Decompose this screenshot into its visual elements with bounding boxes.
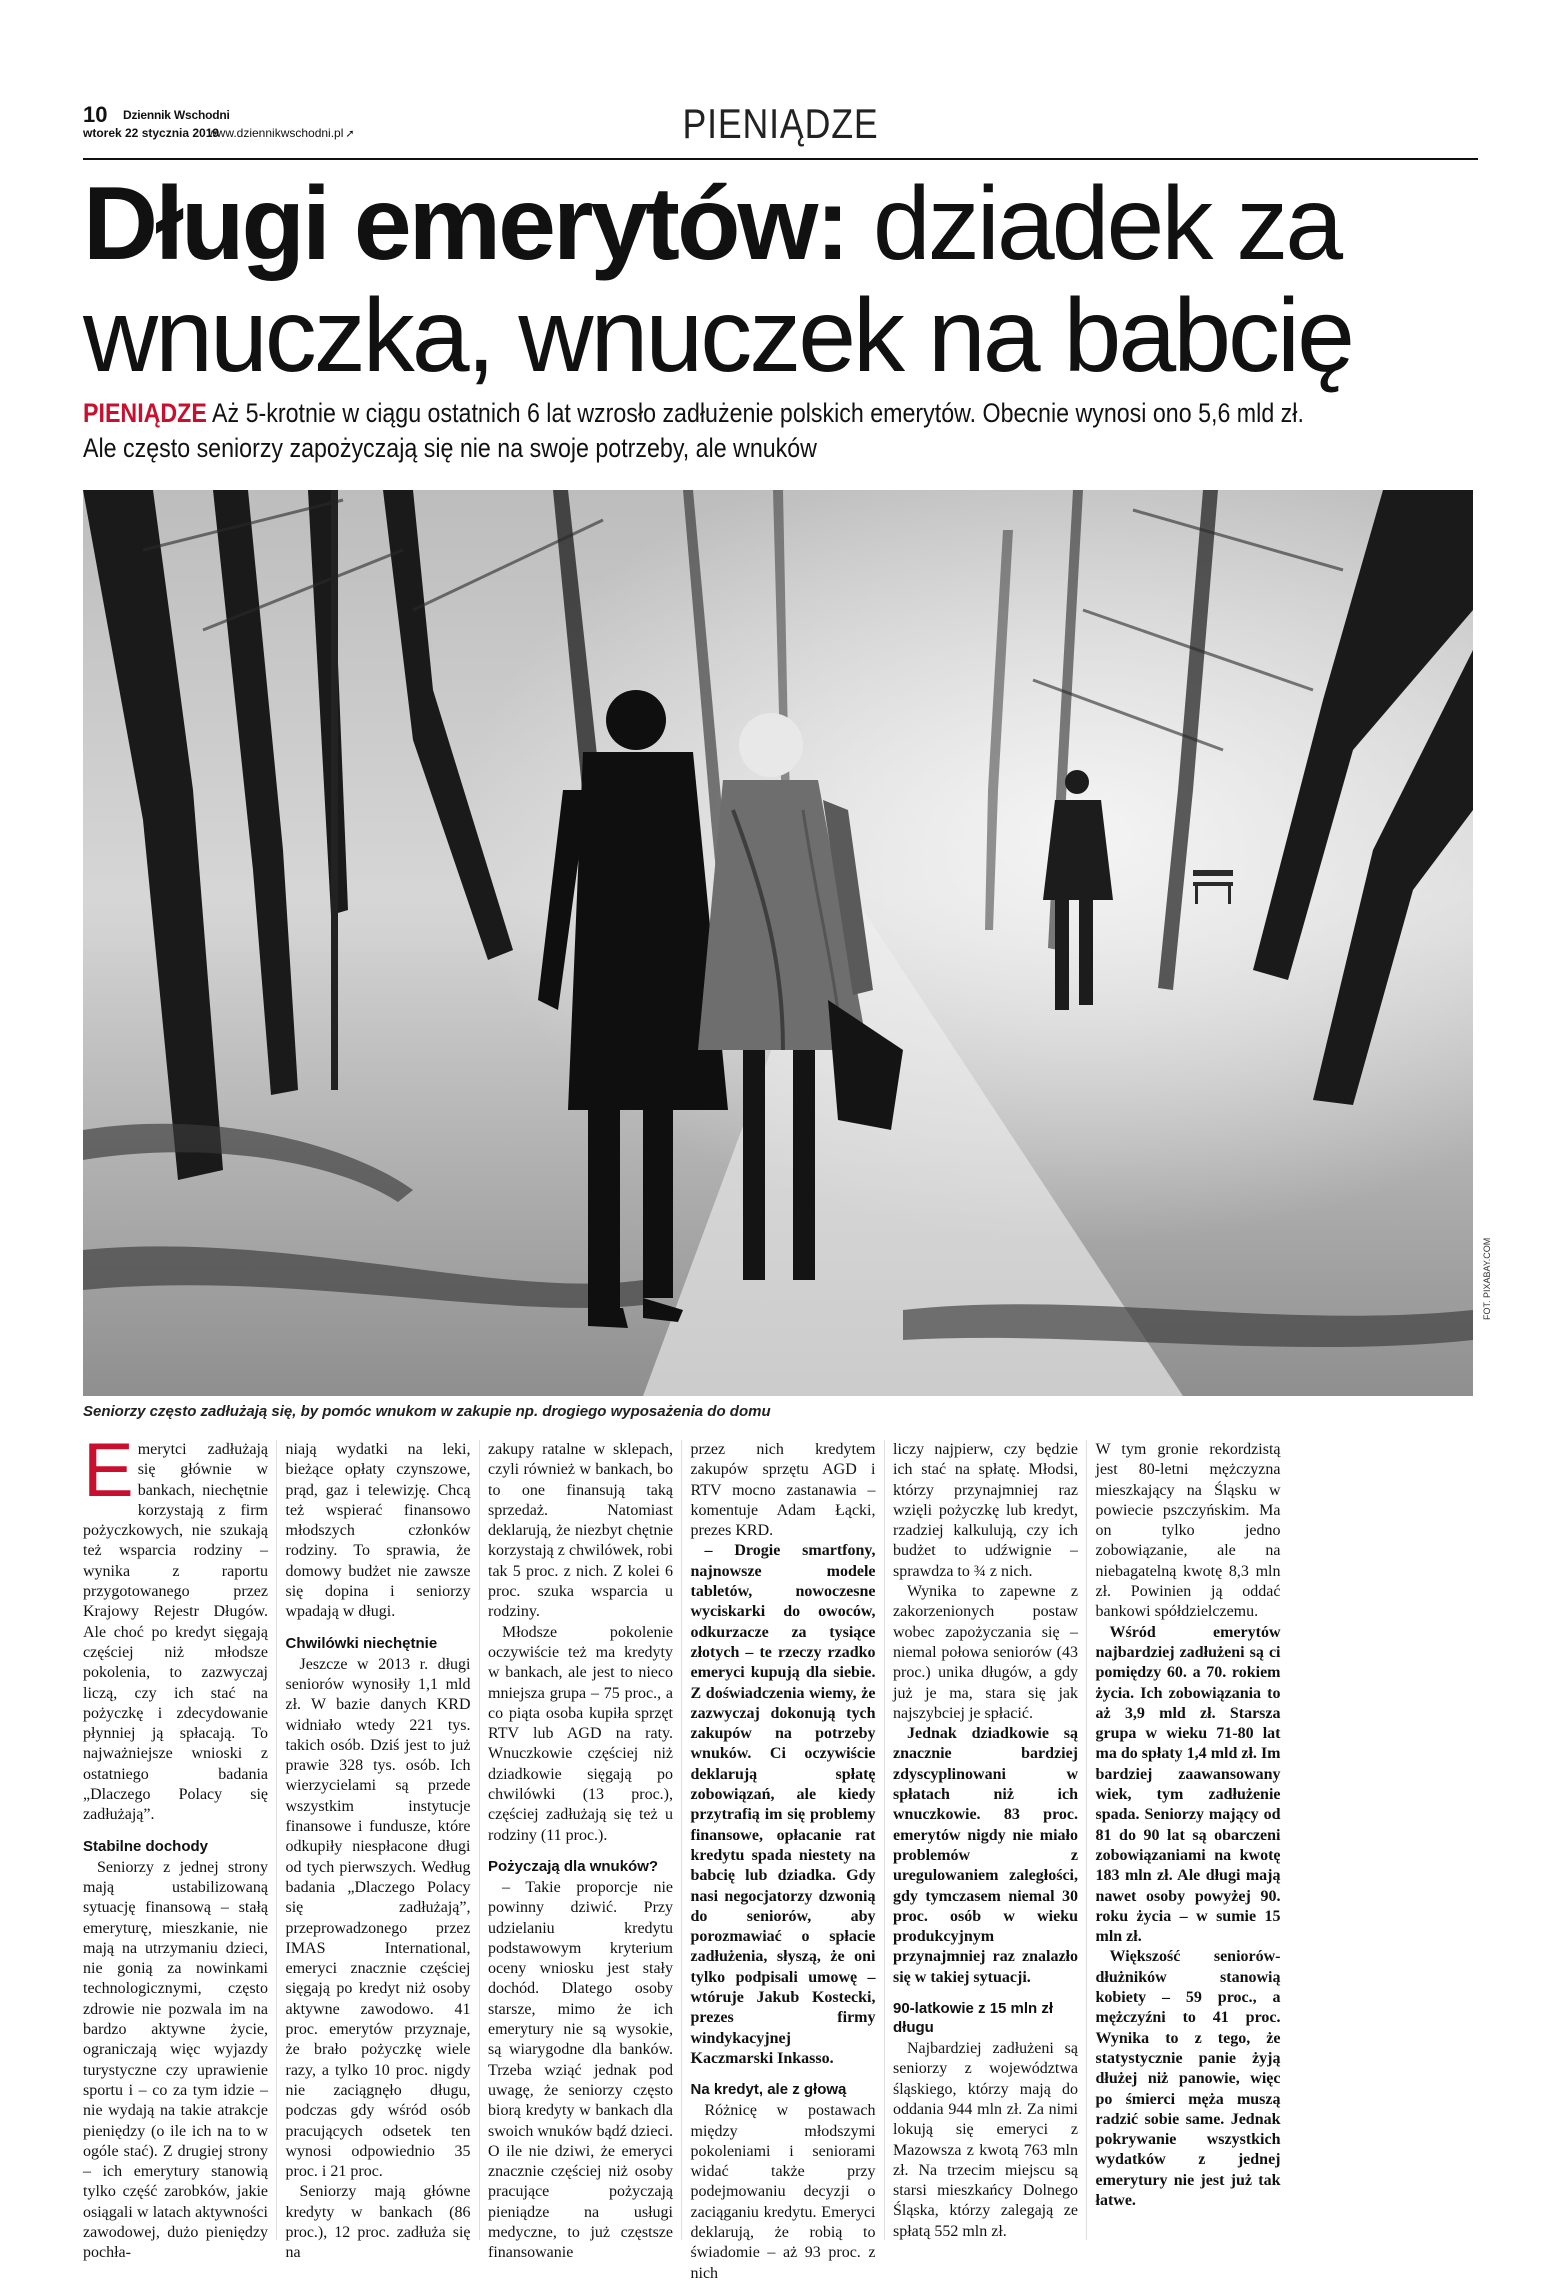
- subheading: Chwilówki niechętnie: [285, 1634, 438, 1652]
- paragraph: Wynika to zapewne z zakorzenionych postaw wobec zapożyczania się – niemal połowa seniorów (43 proc.) unika długów, a gdy już je ma, stara się jak najszybciej je spłacić.: [893, 1583, 1078, 1722]
- subheading: Stabilne dochody: [83, 1837, 209, 1855]
- paragraph: Wśród emerytów najbardziej zadłużeni są ci pomiędzy 60. a 70. rokiem życia. Ich zobowiązania to aż 3,9 mld zł. Starsza grupa w wieku 71-80 lat ma do spłaty 1,4 mld zł. Im bardziej zaawansowany wiek, tym zadłużenie spada. Seniorzy mający od 81 do 90 lat są obarczeni zobowiązaniami na kwotę 183 mln zł. Ale długi mają nawet osoby powyżej 90. roku życia – w sumie 15 mln zł.: [1095, 1623, 1281, 1946]
- paragraph: – Takie proporcje nie powinny dziwić. Przy udzielaniu kredytu podstawowym kryterium oceny wniosku jest stały dochód. Dlatego osoby starsze, mimo że ich emerytury nie są wysokie, są wiarygodne dla banków. Trzeba wziąć jednak pod uwagę, że seniorzy często biorą kredyty w bankach dla swoich wnuków bądź dzieci. O ile nie dziwi, że emeryci znacznie częściej niż osoby pracujące pożyczają pieniądze na usługi medyczne, to już częstsze finansowanie: [488, 1878, 673, 2262]
- column-divider: [276, 1440, 277, 2240]
- paragraph: przez nich kredytem zakupów sprzętu AGD i RTV mocno zastanawia – komentuje Adam Łącki, prezes KRD.: [690, 1441, 876, 1540]
- winter-park-couple-illustration: [83, 490, 1473, 1396]
- column-divider: [884, 1440, 885, 2240]
- paragraph: liczy najpierw, czy będzie ich stać na spłatę. Młodsi, którzy przynajmniej raz wzięli pożyczkę lub kredyt, rzadziej kalkulują, czy ich budżet to udźwignie – sprawdza to ¾ z nich.: [893, 1441, 1078, 1580]
- paragraph: Większość seniorów-dłużników stanowią kobiety – 59 proc., a mężczyźni to 41 proc. Wynika to z tego, że statystycznie panie żyją dłużej niż panowie, więc po śmierci męża muszą radzić sobie same. Jednak pokrywanie wszystkich wydatków z jednej emerytury nie jest już tak łatwe.: [1095, 1948, 1281, 2209]
- lead-text-1: Aż 5-krotnie w ciągu ostatnich 6 lat wzrosło zadłużenie polskich emerytów. Obecnie wynosi ono 5,6 mld zł.: [206, 398, 1304, 428]
- lead-text-2: Ale często seniorzy zapożyczają się nie na swoje potrzeby, ale wnuków: [83, 433, 817, 463]
- article-column-1: [83, 1428, 268, 2262]
- article-column-6: [1096, 1440, 1281, 2240]
- page-number: 10: [83, 102, 108, 127]
- photo-caption: Seniorzy często zadłużają się, by pomóc wnukom w zakupie np. drogiego wyposażenia do domu: [83, 1403, 771, 1420]
- issue-date: wtorek 22 stycznia 2019: [83, 126, 220, 140]
- paragraph: Seniorzy mają główne kredyty w bankach (86 proc.), 12 proc. zadłuża się na: [285, 2183, 471, 2262]
- headline: [83, 168, 1503, 392]
- column-divider: [1086, 1440, 1087, 2240]
- subheading: Na kredyt, ale z głową: [690, 2081, 847, 2099]
- paragraph: Seniorzy z jednej strony mają ustabilizowaną sytuację finansową – stałą emeryturę, mieszkanie, nie mają na utrzymaniu dzieci, nie gonią za nowinkami technologicznymi, często zdrowie nie pozwala im na bardzo aktywne życie, ograniczają więc wyjazdy turystyczne czy uprawienie sportu i – co za tym idzie – nie wydają na takie atrakcje pieniędzy (o ile ich na to w ogóle stać). Z drugiej strony – ich emerytury stanowią tylko część zarobków, jakie osiągali w latach aktywności zawodowej, dużo pieniędzy pochła-: [83, 1858, 268, 2262]
- paragraph: – Drogie smartfony, najnowsze modele tabletów, nowoczesne wyciskarki do owoców, odkurzacze za tysiące złotych – te rzeczy rzadko emeryci kupują dla siebie. Z doświadczenia wiemy, że zazwyczaj dokonują tych zakupów na potrzeby wnuków. Ci oczywiście deklarują spłatę zobowiązań, ale kiedy przytrafią im się problemy finansowe, opłacanie rat kredytu spada niestety na babcię lub dziadka. Gdy nasi negocjatorzy dzwonią do seniorów, aby porozmawiać o spłacie zadłużenia, słyszą, że oni tylko podpisali umowę – wtóruje Jakub Kostecki, prezes firmy windykacyjnej Kaczmarski Inkasso.: [690, 1542, 876, 2067]
- headline-bold: Długi emerytów:: [83, 166, 847, 282]
- drop-cap: E: [83, 1428, 134, 1513]
- column-divider: [681, 1440, 682, 2240]
- lead-kicker: PIENIĄDZE: [83, 398, 207, 428]
- paragraph: merytci zadłużają się głównie w bankach, niechętnie korzystają z firm pożyczkowych, nie szukają też wsparcia rodziny – wynika z raportu przygotowanego przez Krajowy Rejestr Długów. Ale choć po kredyt sięgają częściej niż młodsze pokolenia, to zazwyczaj liczą, czy ich stać na pożyczkę i zdecydowanie płynniej ją spłacają. To najważniejsze wnioski z ostatniego badania „Dlaczego Polacy się zadłużają”.: [83, 1441, 268, 1824]
- paragraph: zakupy ratalne w sklepach, czyli również w bankach, bo to one finansują taką sprzedaż. Natomiast deklarują, że niezbyt chętnie korzystają z chwilówek, robi tak 5 proc. z nich. Z kolei 6 proc. szuka wsparcia u rodziny.: [488, 1441, 673, 1621]
- article-column-3: [488, 1440, 673, 2262]
- section-title: PIENIĄDZE: [682, 100, 879, 147]
- lead-paragraph: [83, 396, 1476, 466]
- photo-credit: FOT. PIXABAY.COM: [1482, 1237, 1492, 1320]
- article-column-2: [285, 1440, 471, 2262]
- paragraph: Jednak dziadkowie są znacznie bardziej zdyscyplinowani w spłatach niż ich wnuczkowie. 83 proc. emerytów nigdy nie miało problemów z uregulowaniem zaległości, gdy tymczasem niemal 30 proc. osób w wieku produkcyjnym przynajmniej raz znalazło się w takiej sytuacji.: [893, 1725, 1078, 1986]
- article-body: [83, 1428, 1478, 2282]
- subheading: 90-latkowie z 15 mln zł długu: [893, 2000, 1054, 2037]
- column-divider: [479, 1440, 480, 2240]
- paragraph: niają wydatki na leki, bieżące opłaty czynszowe, prąd, gaz i telewizję. Chcą też wspierać finansowo młodszych członków rodziny. To sprawia, że domowy budżet nie zawsze się dopina i seniorzy wpadają w długi.: [285, 1441, 471, 1621]
- paragraph: Młodsze pokolenie oczywiście też ma kredyty w bankach, ale jest to nieco mniejsza grupa – 75 proc., a co piąta osoba kupiła sprzęt RTV lub AGD na raty. Wnuczkowie częściej niż dziadkowie sięgają po chwilówki (13 proc.), częściej zadłużają się też u rodziny (11 proc.).: [488, 1623, 673, 1844]
- paragraph: Najbardziej zadłużeni są seniorzy z województwa śląskiego, którzy mają do oddania 944 mln zł. Za nimi lokują się emeryci z Mazowsza z kwotą 763 mln zł. Na trzecim miejscu są starsi mieszkańcy Dolnego Śląska, którzy zalegają ze spłatą 552 mln zł.: [893, 2040, 1078, 2240]
- cursor-arrow-icon: ➚: [345, 128, 355, 140]
- website-url: www.dziennikwschodni.pl: [208, 126, 344, 140]
- headline-light: dziadek za: [847, 166, 1341, 282]
- paragraph: Różnicę w postawach między młodszymi pokoleniami i seniorami widać także przy podejmowaniu decyzji o zaciąganiu kredytu. Emeryci deklarują, że robią to świadomie – aż 93 proc. z nich: [690, 2102, 876, 2282]
- page-header: [83, 100, 1478, 160]
- article-column-5: [893, 1440, 1078, 2240]
- paragraph: Jeszcze w 2013 r. długi seniorów wynosiły 1,1 mld zł. W bazie danych KRD widniało wtedy 221 tys. takich osób. Dziś jest to już prawie 328 tys. osób. Ich wierzycielami są przede wszystkim instytucje finansowe i fundusze, które odkupiły niespłacone długi od tych pierwszych. Według badania „Dlaczego Polacy się zadłużają”, przeprowadzonego przez IMAS International, emeryci znacznie częściej sięgają po kredyt niż osoby aktywne zawodowo. 41 proc. emerytów przyznaje, że brało pożyczkę wiele razy, a tylko 10 proc. nigdy nie zaciągnęło długu, podczas gdy wśród osób pracujących odsetek ten wynosi odpowiednio 35 proc. i 21 proc.: [285, 1655, 471, 2181]
- newspaper-name: Dziennik Wschodni: [123, 108, 230, 122]
- paragraph: W tym gronie rekordzistą jest 80-letni mężczyzna mieszkający na Śląsku w powiecie pszczyńskim. Ma on tylko jedno zobowiązanie, ale na niebagatelną kwotę 8,3 mln zł. Powinien ją oddać bankowi spółdzielczemu.: [1095, 1441, 1281, 1621]
- headline-line-2: wnuczka, wnuczek na babcię: [83, 278, 1352, 394]
- subheading: Pożyczają dla wnuków?: [488, 1857, 659, 1875]
- article-column-4: [690, 1440, 876, 2282]
- article-photo: [83, 490, 1473, 1396]
